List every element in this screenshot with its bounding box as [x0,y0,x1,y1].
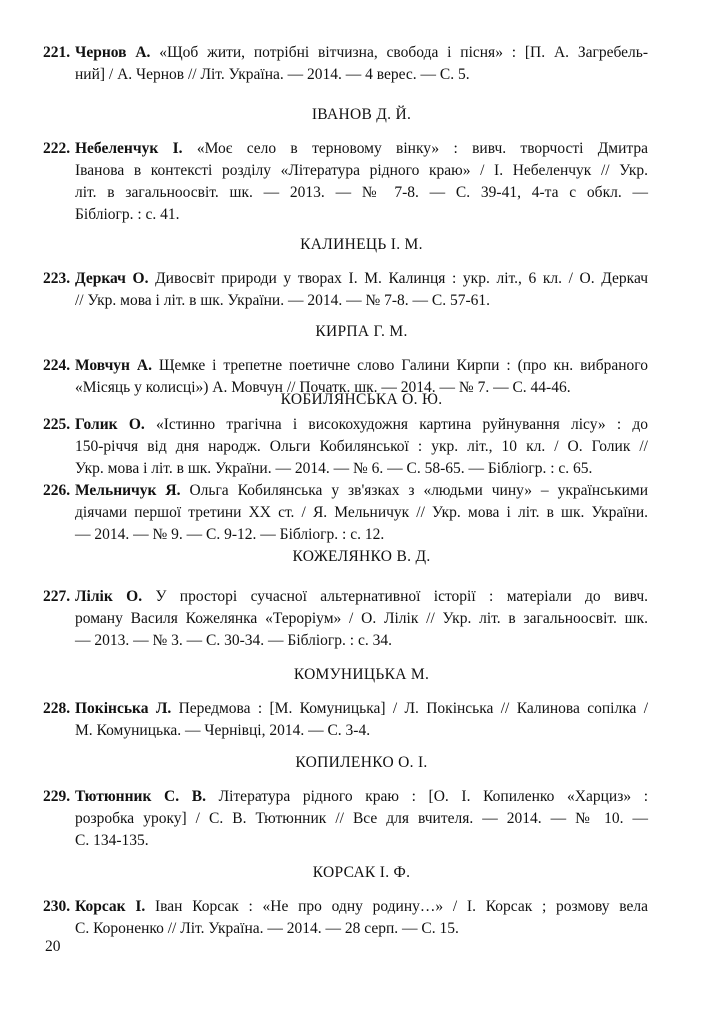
section-heading: КОЖЕЛЯНКО В. Д. [292,548,431,565]
entry-line: розробка уроку] / С. В. Тютюнник // Все для вчителя. — 2014. — № 10. — [75,810,648,827]
entry-number: 222. [43,140,71,157]
bibliography-entry [43,698,649,742]
entry-text: У просторі сучасної альтернативної історії : матеріали до вивч. [155,588,649,605]
entry-line [75,355,648,377]
entry-text: Ольга Кобилянська у зв'язках з «людьми чину» – українськими [189,482,649,499]
entry-number: 223. [43,270,71,287]
entry-line: 150-річчя від дня народж. Ольги Кобилянської : укр. літ., 10 кл. / О. Голик // [75,438,648,455]
section-heading: КОМУНИЦЬКА М. [293,666,430,683]
entry-line [75,138,648,160]
entry-number: 227. [43,588,71,605]
entry-line: М. Комуницька. — Чернівці, 2014. — С. 3-4. [75,722,371,739]
entry-line: — 2013. — № 3. — С. 30-34. — Бібліогр. : с. 34. [75,632,392,649]
entry-text: Іван Корсак : «Не про одну родину…» / І. Корсак ; розмову вела [155,898,649,915]
entry-text: Дивосвіт природи у творах І. М. Калинця : укр. літ., 6 кл. / О. Деркач [155,270,648,287]
bibliography-entry [43,480,649,546]
entry-text: Щемке і трепетне поетичне слово Галини Кирпи : (про кн. вибраного [158,357,648,374]
section-heading: КОБИЛЯНСЬКА О. Ю. [280,391,443,408]
entry-author: Мельничук Я. [75,482,181,499]
entry-number: 224. [43,357,71,374]
entry-line: С. Короненко // Літ. Україна. — 2014. — 28 серп. — С. 15. [75,920,459,937]
entry-line: діячами першої третини ХХ ст. / Я. Мельничук // Укр. мова і літ. в шк. України. [75,504,648,521]
entry-line: роману Василя Кожелянка «Тероріум» / О. Лілік // Укр. літ. в загальноосвіт. шк. [75,610,648,627]
entry-line: — 2014. — № 9. — С. 9-12. — Бібліогр. : с. 12. [75,526,385,543]
entry-line [75,480,648,502]
entry-line: С. 134-135. [75,832,149,849]
entry-author: Небеленчук І. [75,140,183,157]
entry-line: «Місяць у колисці») А. Мовчун // Початк. шк. — 2014. — № 7. — С. 44-46. [75,379,571,396]
section-heading: КИРПА Г. М. [315,323,408,340]
entry-text: «Щоб жити, потрібні вітчизна, свобода і пісня» : [П. А. Загребель- [159,44,648,61]
entry-line [75,268,648,290]
entry-line: Іванова в контексті розділу «Література рідного краю» / І. Небеленчук // Укр. [75,162,648,179]
entry-line: Бібліогр. : с. 41. [75,206,180,223]
entry-author: Тютюнник С. В. [75,788,206,805]
entry-line: // Укр. мова і літ. в шк. України. — 2014. — № 7-8. — С. 57-61. [75,292,491,309]
entry-number: 229. [43,788,71,805]
entry-number: 225. [43,416,71,433]
entry-line [75,42,648,64]
entry-text: «Моє село в терновому вінку» : вивч. творчості Дмитра [196,140,648,157]
entry-line [75,414,648,436]
entry-line [75,786,648,808]
bibliography-entry [43,786,649,852]
section-heading: КОПИЛЕНКО О. І. [295,754,428,771]
bibliography-entry [43,586,649,652]
entry-text: Література рідного краю : [О. І. Копиленко «Харциз» : [218,788,649,805]
entry-line [75,896,648,918]
entry-line [75,698,648,720]
bibliography-entry [43,268,648,312]
section-heading: ІВАНОВ Д. Й. [311,106,412,123]
section-heading: КАЛИНЕЦЬ І. М. [300,236,423,253]
entry-author: Чернов А. [75,44,151,61]
entry-line: Укр. мова і літ. в шк. України. — 2014. — № 6. — С. 58-65. — Бібліогр. : с. 65. [75,460,593,477]
entry-number: 226. [43,482,71,499]
entry-author: Деркач О. [75,270,149,287]
entry-number: 221. [43,44,71,61]
entry-author: Мовчун А. [75,357,152,374]
entry-line [75,586,648,608]
section-heading: КОРСАК І. Ф. [312,864,411,881]
entry-author: Корсак І. [75,898,146,915]
entry-author: Голик О. [75,416,145,433]
page-number: 20 [45,938,61,955]
bibliography-entry [43,896,649,940]
bibliography-entry [43,42,648,86]
entry-number: 228. [43,700,71,717]
entry-number: 230. [43,898,71,915]
entry-line: ний] / А. Чернов // Літ. Україна. — 2014. — 4 верес. — С. 5. [75,66,470,83]
bibliography-entry [43,138,648,226]
entry-author: Лілік О. [75,588,143,605]
bibliography-entry [43,414,648,480]
entry-text: «Істинно трагічна і високохудожня картина руйнування лісу» : до [155,416,648,433]
entry-line: літ. в загальноосвіт. шк. — 2013. — № 7-8. — С. 39-41, 4-та с обкл. — [75,184,648,201]
entry-text: Передмова : [М. Комуницька] / Л. Покінська // Калинова сопілка / [178,700,649,717]
entry-author: Покінська Л. [75,700,172,717]
